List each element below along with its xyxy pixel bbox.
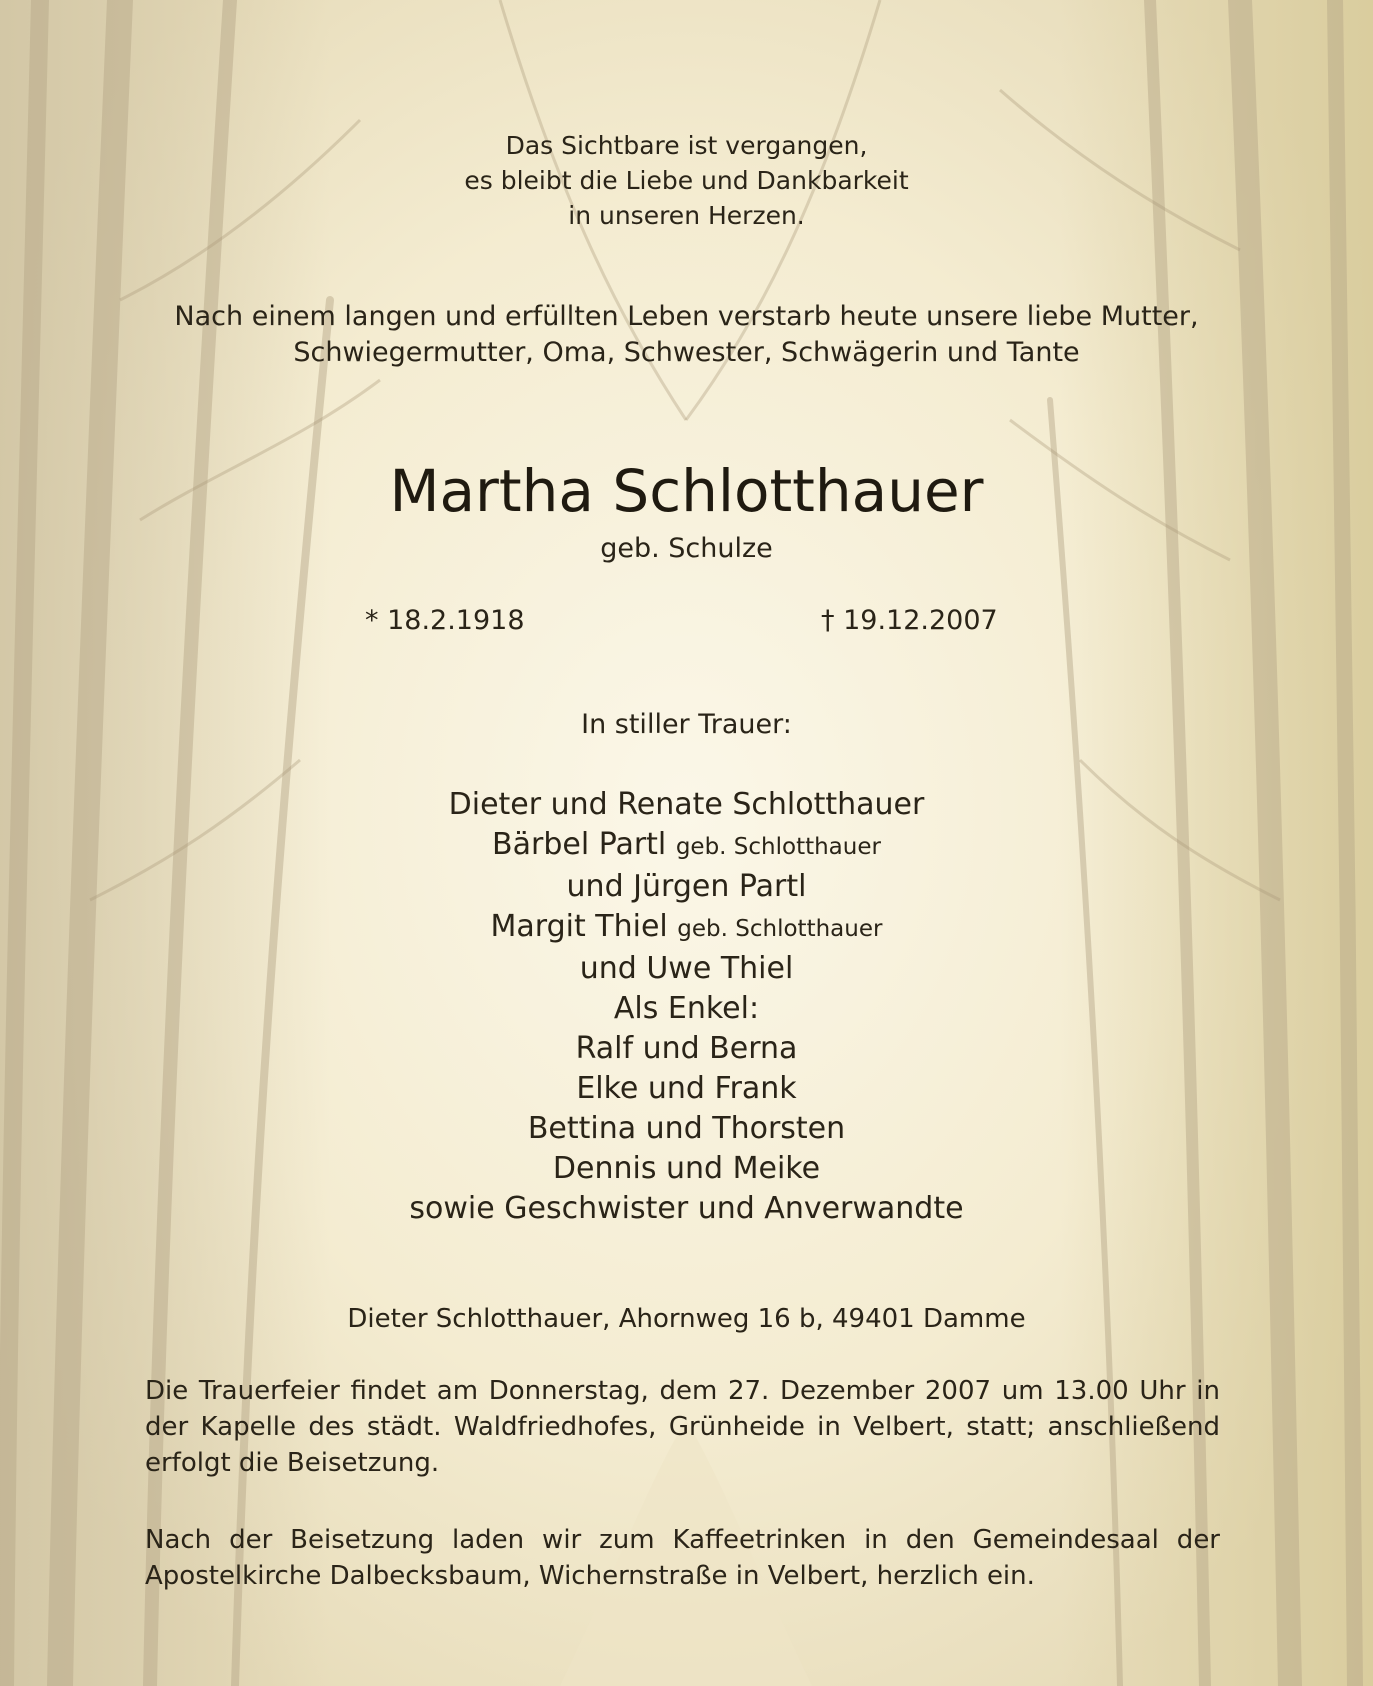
mourner-row: sowie Geschwister und Anverwandte bbox=[409, 1191, 964, 1226]
intro-text bbox=[0, 299, 1373, 371]
grandchildren-heading: Als Enkel: bbox=[613, 991, 760, 1026]
death-date: † 19.12.2007 bbox=[821, 605, 998, 636]
mourner-row bbox=[0, 907, 1373, 949]
intro-line: Nach einem langen und erfüllten Leben verstarb heute unsere liebe Mutter, bbox=[174, 301, 1199, 332]
mourning-heading: In stiller Trauer: bbox=[581, 709, 792, 740]
family-address: Dieter Schlotthauer, Ahornweg 16 b, 49401 Damme bbox=[347, 1304, 1026, 1334]
mourner-row: und Jürgen Partl bbox=[566, 869, 807, 904]
mourner-row bbox=[0, 825, 1373, 867]
mourner-name: Bärbel Partl bbox=[492, 827, 667, 862]
birth-name: geb. Schulze bbox=[600, 533, 773, 564]
mourner-row: Ralf und Berna bbox=[575, 1031, 798, 1066]
deceased-name: Martha Schlotthauer bbox=[389, 457, 984, 525]
motto-verse bbox=[0, 128, 1373, 233]
birth-date: * 18.2.1918 bbox=[365, 605, 525, 636]
reception-paragraph: Nach der Beisetzung laden wir zum Kaffeetrinken in den Gemeindesaal der Apostelkirche Dalbecksbaum, Wichernstraße in Velbert, herzlich ein. bbox=[145, 1525, 1220, 1591]
mourner-name: Margit Thiel bbox=[490, 909, 668, 944]
motto-line: in unseren Herzen. bbox=[568, 201, 805, 230]
mourner-row: Dieter und Renate Schlotthauer bbox=[448, 787, 925, 822]
mourner-row: Elke und Frank bbox=[576, 1071, 797, 1106]
mourner-birth-name: geb. Schlotthauer bbox=[675, 834, 881, 860]
mourner-birth-name: geb. Schlotthauer bbox=[677, 916, 883, 942]
funeral-service-paragraph: Die Trauerfeier findet am Donnerstag, dem 27. Dezember 2007 um 13.00 Uhr in der Kapelle des städt. Waldfriedhofes, Grünheide in Velbert, statt; anschließend erfolgt die Beisetzung. bbox=[145, 1376, 1220, 1478]
mourner-row: Bettina und Thorsten bbox=[527, 1111, 846, 1146]
mourners-list bbox=[0, 785, 1373, 1229]
intro-line: Schwiegermutter, Oma, Schwester, Schwägerin und Tante bbox=[293, 337, 1080, 368]
mourner-row: und Uwe Thiel bbox=[579, 951, 794, 986]
mourner-row: Dennis und Meike bbox=[552, 1151, 821, 1186]
motto-line: es bleibt die Liebe und Dankbarkeit bbox=[464, 166, 909, 195]
motto-line: Das Sichtbare ist vergangen, bbox=[505, 131, 868, 160]
